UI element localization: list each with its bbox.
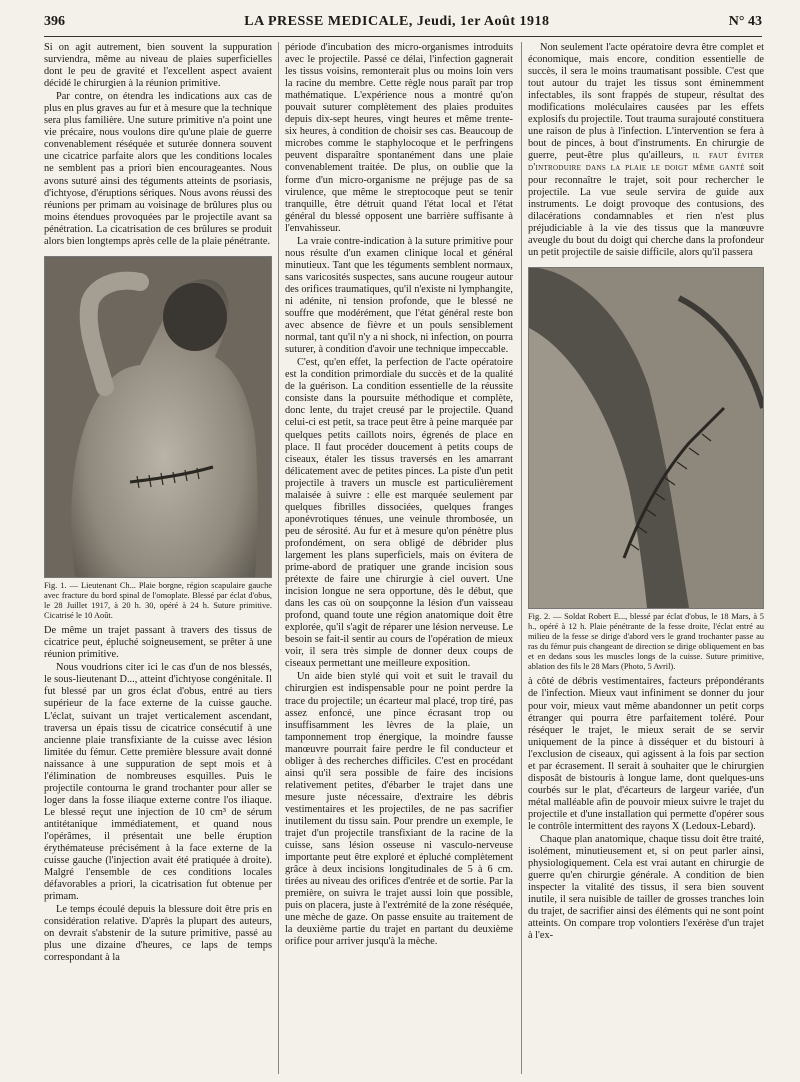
- page-number: 396: [44, 14, 65, 29]
- paragraph: C'est, qu'en effet, la perfection de l'acte opératoire est la condition primordiale du succès et de la qualité de la guérison. La condition essentielle de la réussite consiste dans la poursuite méthodique et complète, donc lente, du trajet creusé par le projectile. Quand celui-ci est petit, sa trace peut être à peine marquée par quelques petits caillots noirs, égrenés de place en place. Il faut procéder doucement à petits coups de ciseaux, étaler les tissus traversés en les amarrant délicatement avec de petites pinces. La piste d'un petit projectile à travers un muscle est particulièrement malaisée à suivre : elle est marquée seulement par quelques fibrilles dissociées, quelques franges aponévrotiques ténues, une veinule thrombosée, un peu de sérosité. Au fur et à mesure qu'on pénètre plus profondément, on sera obligé de débrider plus largement les plans superficiels, mais on évitera de prime-abord de pratiquer une grande incision sous prétexte de faire une chirurgie à ciel ouvert. Une incision longue ne sera opportune, dès le début, que dans les cas où on soupçonne la lésion d'un vaisseau profond, quand toute une région anatomique doit être explorée, qu'il s'agit de réparer une lésion nerveuse. Le besoin se fait-il sentir au cours de l'opération de mieux voir, il sera très simple de donner deux coups de ciseaux permettant une meilleure exposition.: [285, 357, 513, 670]
- paragraph: période d'incubation des micro-organismes introduits avec le projectile. Passé ce délai, l'infection gagnerait les tissus voisins, remonterait plus ou moins loin vers la racine du membre. Cette règle nous paraît par trop mathématique. L'expérience nous a montré qu'on pouvait suturer complètement des plaies produites depuis dix-sept heures, vingt heures et même trente-six heures, à condition de choisir ses cas. Beaucoup de microbes comme le staphylocoque et le perfringens peuvent disparaître spontanément dans une plaie convenablement traitée. De plus, on oublie que la forme d'un micro-organisme ne préjuge pas de sa virulence, que même le streptocoque peut se tenir tranquille, être détruit quand l'état local et l'état général du blessé opposent une barrière suffisante à l'envahisseur.: [285, 42, 513, 234]
- paragraph: Si on agit autrement, bien souvent la suppuration surviendra, même au niveau de plaies superficielles dont le peu de gravité et l'excellent aspect avaient décidé le chirurgien à la réunion primitive.: [44, 42, 272, 90]
- column-divider: [521, 42, 522, 1074]
- text-run: Non seulement l'acte opératoire devra être complet et économique, mais encore, condition essentielle de succès, il sera le moins traumatisant possible. C'est que tout autour du trajet les tissus sont éminemment infectables, ils sont frappés de stupeur, résultat des modifications moléculaires causées par les effets explosifs du projectile. Tout trauma surajouté constituera une raison de plus à l'infection. L'intervention se fera à bout de pinces, à bout d'instruments. En chirurgie de guerre, peut-être plus qu'ailleurs,: [528, 42, 764, 162]
- paragraph: Chaque plan anatomique, chaque tissu doit être traité, isolément, minutieusement et, si on peut parler ainsi, physiologiquement. Cela est vrai autant en chirurgie de guerre qu'en chirurgie générale. A condition de bien inspecter la vitalité des tissus, il sera bien souvent inutile, il sera nuisible de tailler de grosses tranches loin du trajet, de sacrifier ainsi des éléments qui ne sont point atteints. On compare trop volontiers l'exérèse d'un trajet à l'ex-: [528, 834, 764, 942]
- column-3: [528, 42, 764, 1076]
- journal-title: LA PRESSE MEDICALE, Jeudi, 1er Août 1918: [244, 14, 550, 29]
- figure-2-caption: Fig. 2. — Soldat Robert E..., blessé par éclat d'obus, le 18 Mars, à 5 h., opéré à 12 h. Plaie pénétrante de la fesse droite, l'éclat entré au milieu de la fesse se dirige d'abord vers le grand trochanter passe au ras du fémur puis changeant de direction se dirige obliquement en bas et en dedans sous les muscles longs de la cuisse. Suture primitive, ablation des fils le 28 Mars (Photo, 5 Avril).: [528, 611, 764, 672]
- figure-1-photo: [44, 256, 272, 578]
- paragraph: La vraie contre-indication à la suture primitive pour nous résulte d'un examen clinique local et général minutieux. Tant que les téguments semblent normaux, sans varicosités suspectes, sans aucune rougeur autour des orifices traumatiques, qu'il n'existe ni lymphangite, ni adénite, ni tension profonde, que le blessé ne souffre que modérément, que l'état général reste bon avec absence de fièvre et un pouls sensiblement normal, tant qu'il n'y a ni shock, ni infection, on pourra suturer, à condition d'avoir une technique impeccable.: [285, 235, 513, 356]
- column-divider: [278, 42, 279, 1074]
- paragraph: Nous voudrions citer ici le cas d'un de nos blessés, le sous-lieutenant D..., atteint d'ichtyose congénitale. Il fut blessé par un gros éclat d'obus, entré au tiers supérieur de la face externe de la cuisse gauche. L'éclat, suivant un trajet verticalement ascendant, traversa un épais tissu de cicatrice consécutif à une ancienne plaie transfixiante de la cuisse avec lésion limitée du fémur. Cette première blessure avait donné naissance à une suppuration de sept mois et à l'élimination de nombreuses esquilles. Puis le projectile contourna le grand trochanter pour aller se loger dans la fosse iliaque externe contre l'os iliaque. Le blessé reçut une injection de 10 cm³ de sérum antitétanique immédiatement, et quand nous l'opérâmes, il présentait une belle éruption érythémateuse précisément à la face externe de la cuisse gauche (l'injection avait été pratiquée à droite). Malgré l'ensemble de ces conditions locales défavorables a priori, la cicatrisation fut obtenue per primam.: [44, 662, 272, 903]
- paragraph: Par contre, on étendra les indications aux cas de plus en plus graves au fur et à mesure que la technique sera plus familière. Une suture primitive n'a point une vie précaire, nous voulons dire qu'une plaie de guerre convenablement réséquée et suturée donnera souvent une cicatrice parfaite alors que les conditions locales ne semblent pas a priori bien encourageantes. Nous avons suturé ainsi des téguments atteints de psoriasis, d'ichtyose, d'éruptions sériques. Nous avons réussi des réunions per primam au voisinage de brûlures plus ou moins étendues provoquées par le projectile avant sa pénétration. La cicatrisation de ces brûlures se produit alors bien longtemps après celle de la plaie pénétrante.: [44, 91, 272, 247]
- figure-2-photo: [528, 267, 764, 609]
- paragraph: [528, 42, 764, 259]
- text-run: soit pour reconnaître le trajet, soit pour rechercher le projectile. La vue seule servira de guide aux instruments. Le doigt provoque des contusions, des dilacérations condamnables et rien n'est plus préjudiciable à la vie des tissus que la manœuvre aveugle du bout du doigt qui cherche dans la profondeur un petit projectile de saisie difficile, alors qu'il passera: [528, 162, 764, 258]
- paragraph: De même un trajet passant à travers des tissus de cicatrice peut, épluché soigneusement, se prêter à une réunion primitive.: [44, 625, 272, 661]
- figure-1-caption: Fig. 1. — Lieutenant Ch... Plaie borgne, région scapulaire gauche avec fracture du bord spinal de l'omoplate. Blessé par éclat d'obus, le 28 Juillet 1917, à 20 h. 30, opéré à 24 h. Suture primitive. Cicatrisé le 10 Août.: [44, 580, 272, 621]
- paragraph: Un aide bien stylé qui voit et suit le travail du chirurgien est indispensable pour ne point perdre la trace du projectile; un écarteur mal placé, trop tiré, pas assez enfoncé, une pince écrasant trop ou insuffisamment les lèvres de la plaie, un tamponnement trop énergique, la moindre fausse manœuvre pourrait faire perdre le fil conducteur et obliger à des recherches difficiles. C'est en procédant ainsi qu'il sera possible de faire des incisions relativement petites, d'ébarber le trajet dans une mesure juste nécessaire, d'extraire les débris vestimentaires et les projectiles, de ne pas sacrifier inutilement du tissu sain. Pour prendre un exemple, le trajet d'un projectile transfixiant de la racine de la cuisse, sans lésion osseuse ni vasculo-nerveuse importante peut être exploré et épluché complètement grâce à deux incisions longitudinales de 5 à 6 cm. tirées au niveau des orifices d'entrée et de sortie. Par la première, on suivra le trajet aussi loin que possible, puis on placera, juste à l'extrémité de la zone réséquée, une mèche de gaze. On passe ensuite au traitement de la deuxième partie du trajet en partant du deuxième orifice pour arriver jusqu'à la mèche.: [285, 671, 513, 948]
- page-header: [44, 8, 762, 37]
- figure-2: [528, 267, 764, 673]
- paragraph: à côté de débris vestimentaires, facteurs prépondérants de l'infection. Mieux vaut infiniment se donner du jour pour voir, mieux vaut même abandonner un petit corps étranger qui pourra être parfaitement toléré. Pour réséquer le trajet, le mieux serait de se servir uniquement de la pince à disséquer et du bistouri à l'exclusion de ciseaux, qui agissent à la fois par section et par écrasement. Il serait à souhaiter que le chirurgien disposât de bistouris à longue lame, dont quelques-uns courbés sur le plat, d'écarteurs de largeur variée, d'un métal malléable afin de pouvoir mieux suivre le trajet du projectile et d'une installation qui permette d'opérer sous le contrôle intermittent des rayons X (Ledoux-Lebard).: [528, 676, 764, 832]
- emphasized-warning: il faut éviter d'introduire dans la plaie le doigt même ganté: [528, 150, 764, 174]
- figure-1: [44, 256, 272, 621]
- column-1: [44, 42, 272, 1076]
- issue-number: N° 43: [728, 14, 762, 29]
- column-2: [285, 42, 513, 1076]
- paragraph: Le temps écoulé depuis la blessure doit être pris en considération relative. D'après la plupart des auteurs, on devrait s'abstenir de la suture primitive, passé au plus une dizaine d'heures, ce laps de temps correspondant à la: [44, 904, 272, 964]
